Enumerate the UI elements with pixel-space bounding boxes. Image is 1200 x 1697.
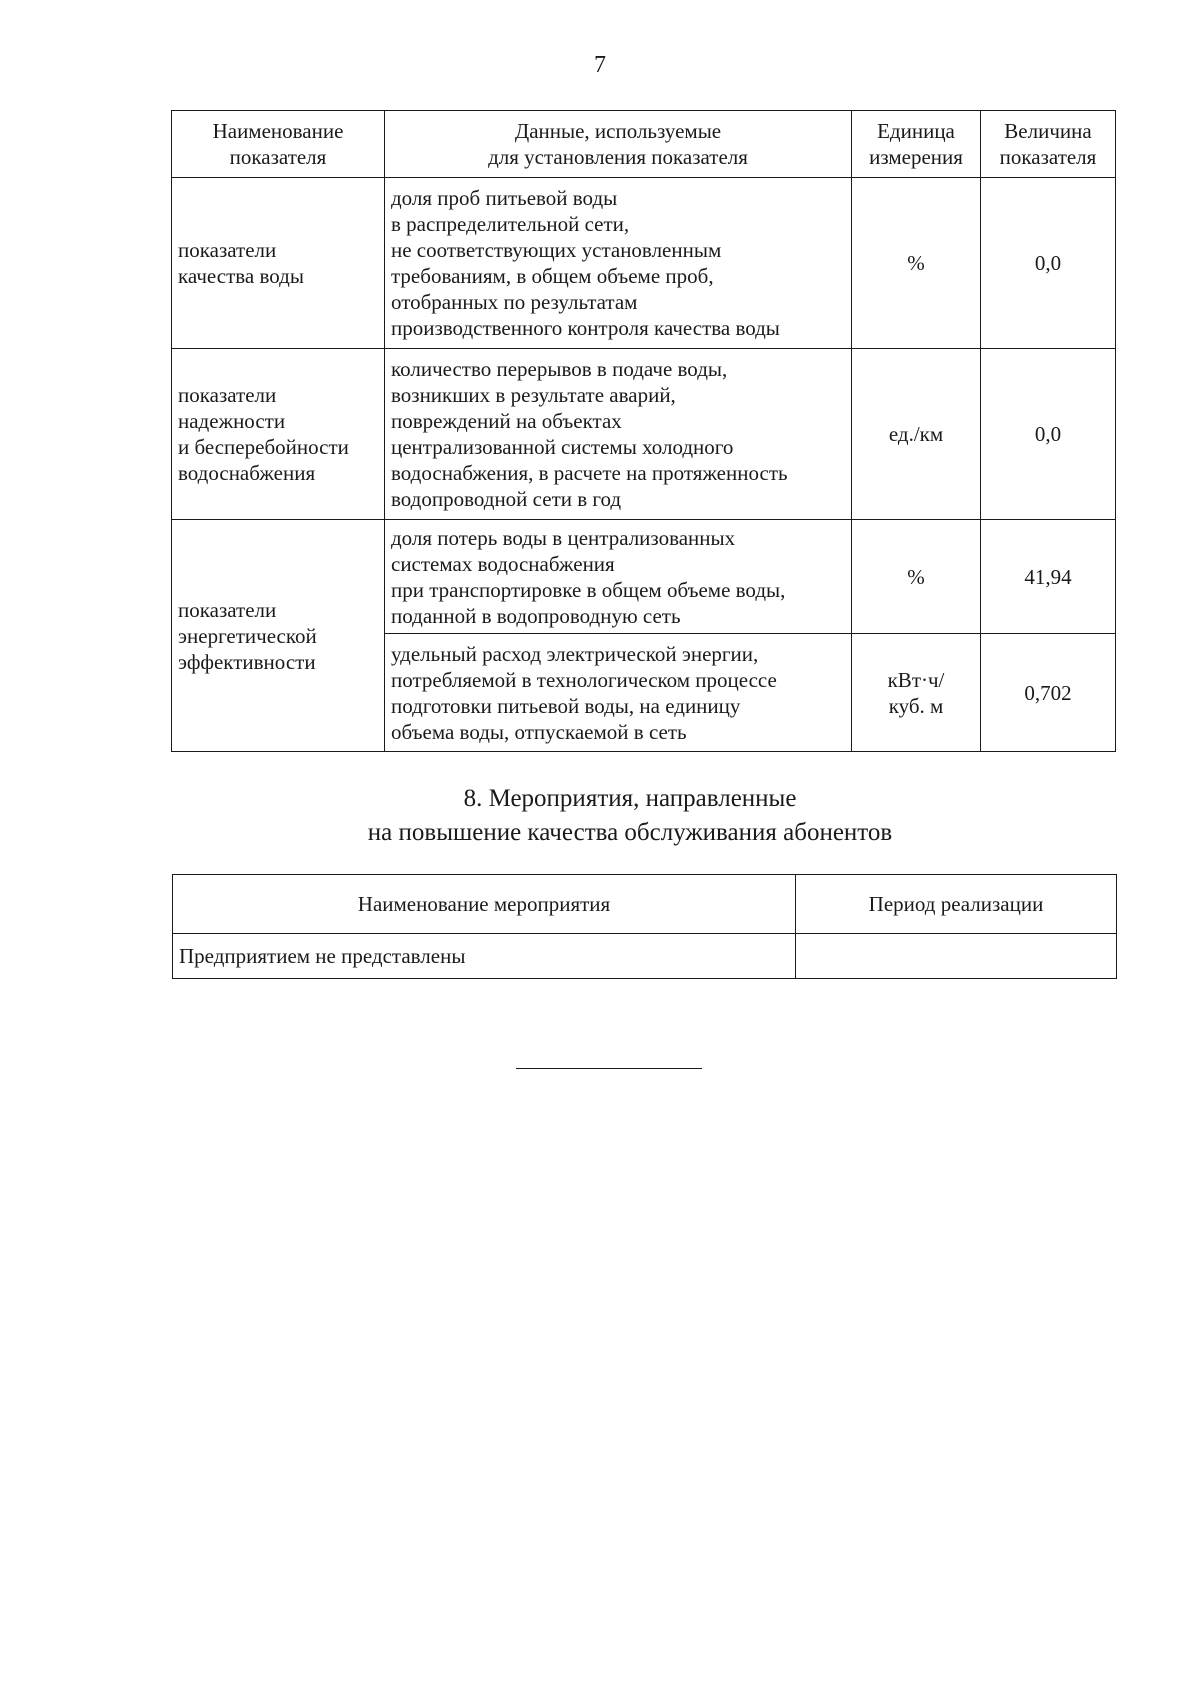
measure-period (796, 934, 1117, 979)
indicator-value: 41,94 (981, 520, 1116, 634)
header-measure-name: Наименование мероприятия (173, 875, 796, 934)
indicator-description: количество перерывов в подаче воды, возникших в результате аварий, повреждений на объектах централизованной системы холодного водоснабжения, в расчете на протяженность водопроводной сети в год (385, 349, 852, 520)
indicator-description: доля потерь воды в централизованных системах водоснабжения при транспортировке в общем объеме воды, поданной в водопроводную сеть (385, 520, 852, 634)
indicator-value: 0,0 (981, 178, 1116, 349)
table-row (172, 349, 1116, 520)
indicators-table (171, 110, 1116, 752)
indicator-unit: ед./км (852, 349, 981, 520)
indicator-unit: кВт·ч/ куб. м (852, 634, 981, 752)
indicator-unit: % (852, 520, 981, 634)
indicator-description: доля проб питьевой воды в распределительной сети, не соответствующих установленным требованиям, в общем объеме проб, отобранных по результатам производственного контроля качества воды (385, 178, 852, 349)
page-number: 7 (594, 52, 606, 78)
indicator-unit: % (852, 178, 981, 349)
indicator-name: показатели надежности и бесперебойности водоснабжения (172, 349, 385, 520)
table-row (172, 178, 1116, 349)
indicators-header-row (172, 111, 1116, 178)
header-period: Период реализации (796, 875, 1117, 934)
table-row (172, 520, 1116, 634)
measures-table (172, 874, 1117, 979)
indicator-value: 0,702 (981, 634, 1116, 752)
indicator-name: показатели качества воды (172, 178, 385, 349)
table-row (173, 934, 1117, 979)
indicator-name: показатели энергетической эффективности (172, 520, 385, 752)
header-value: Величина показателя (981, 111, 1116, 178)
section-title: 8. Мероприятия, направленные на повышение качества обслуживания абонентов (367, 785, 893, 846)
indicator-value: 0,0 (981, 349, 1116, 520)
end-divider (516, 1068, 702, 1069)
header-indicator-data: Данные, используемые для установления показателя (385, 111, 852, 178)
header-unit: Единица измерения (852, 111, 981, 178)
measures-header-row (173, 875, 1117, 934)
measure-name: Предприятием не представлены (173, 934, 796, 979)
indicator-description: удельный расход электрической энергии, потребляемой в технологическом процессе подготовки питьевой воды, на единицу объема воды, отпускаемой в сеть (385, 634, 852, 752)
header-indicator-name: Наименование показателя (172, 111, 385, 178)
